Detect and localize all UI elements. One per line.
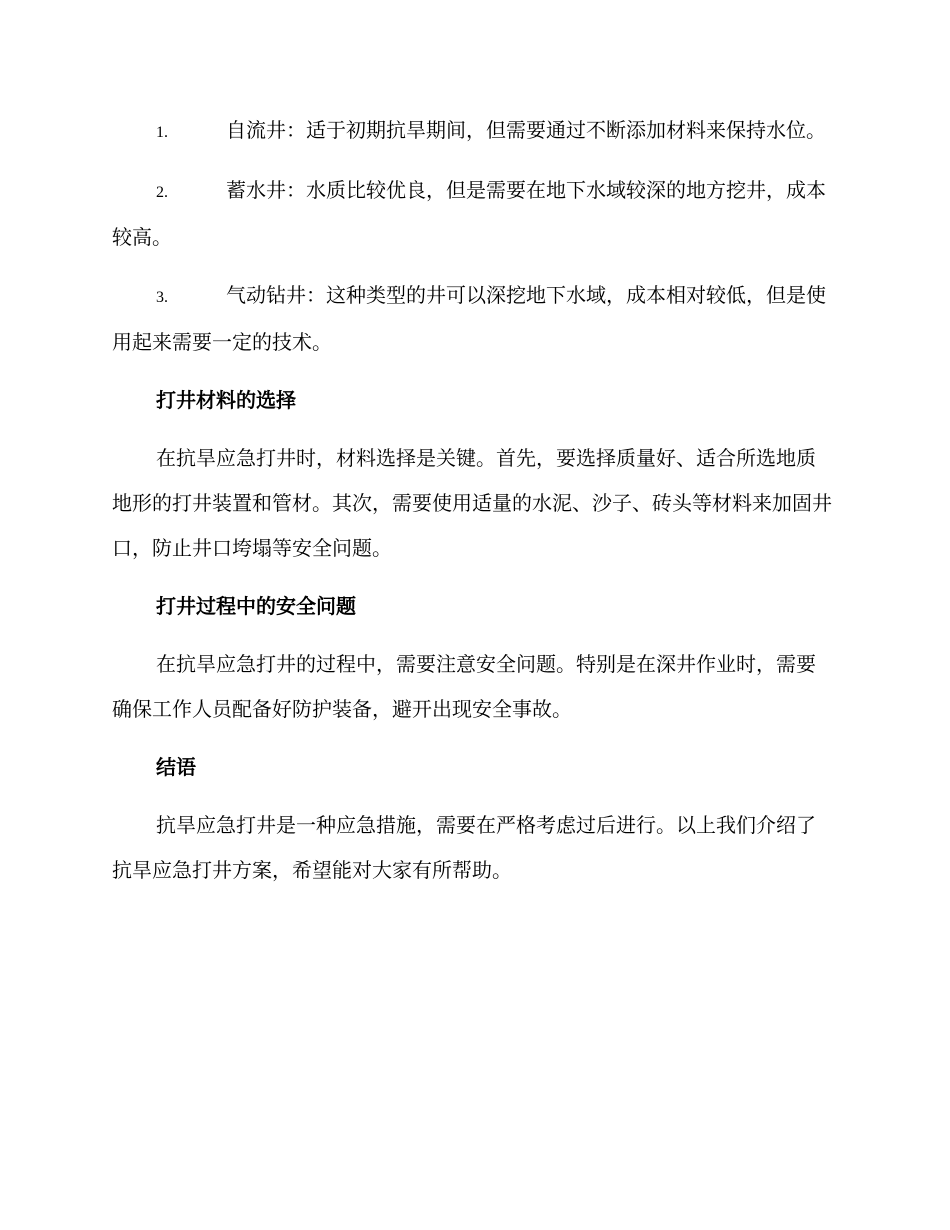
list-item [112,273,834,365]
section-heading-safety: 打井过程中的安全问题 [156,594,356,618]
section-heading-conclusion: 结语 [156,755,196,779]
list-item-text: 蓄水井：水质比较优良，但是需要在地下水域较深的地方挖井，成本较高。 [112,178,826,249]
document-body [112,108,834,906]
list-item [112,108,834,155]
paragraph-conclusion: 抗旱应急打井是一种应急措施，需要在严格考虑过后进行。以上我们介绍了抗旱应急打井方案，希望能对大家有所帮助。 [112,813,816,882]
paragraph-materials: 在抗旱应急打井时，材料选择是关键。首先，要选择质量好、适合所选地质地形的打井装置和管材。其次，需要使用适量的水泥、沙子、砖头等材料来加固井口，防止井口垮塌等安全问题。 [112,446,832,560]
list-item-number: 1. [156,124,168,141]
list-item-text: 气动钻井：这种类型的井可以深挖地下水域，成本相对较低，但是使用起来需要一定的技术。 [112,283,826,354]
section-heading-materials: 打井材料的选择 [156,388,296,412]
list-item-number: 3. [156,289,168,306]
paragraph-safety: 在抗旱应急打井的过程中，需要注意安全问题。特别是在深井作业时，需要确保工作人员配备好防护装备，避开出现安全事故。 [112,652,816,721]
list-item-text: 自流井：适于初期抗旱期间，但需要通过不断添加材料来保持水位。 [226,118,826,142]
list-item [112,168,834,260]
list-item-number: 2. [156,184,168,201]
